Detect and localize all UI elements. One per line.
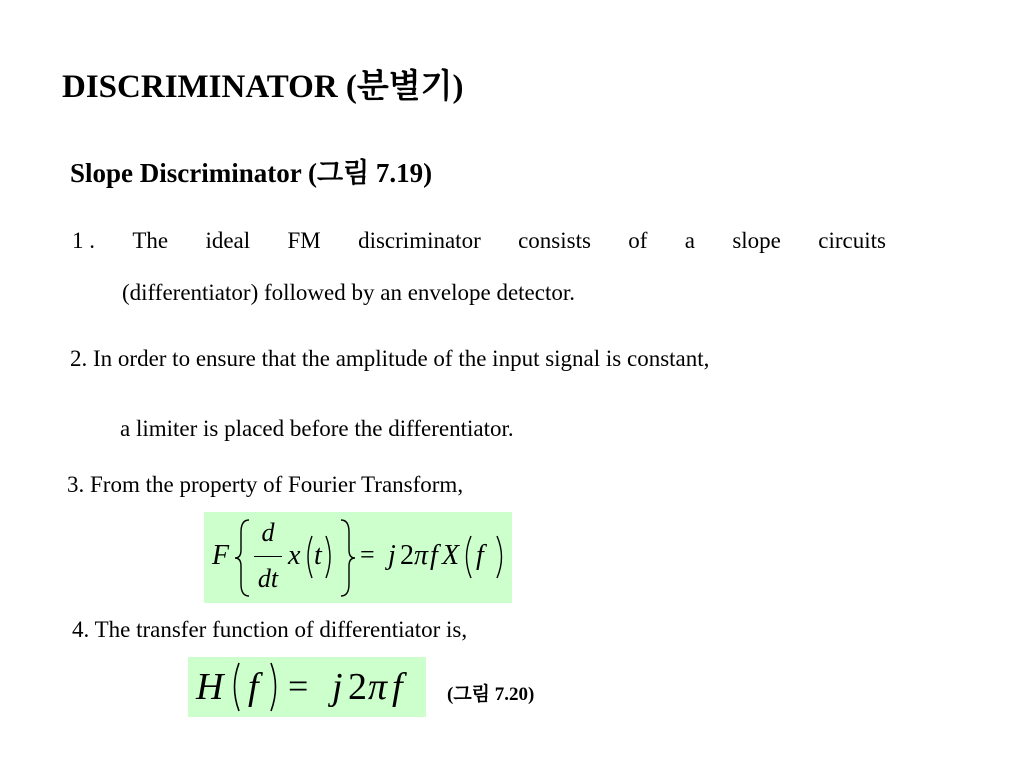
eq2-f2: f bbox=[392, 666, 403, 708]
eq1-denominator: dt bbox=[257, 564, 279, 593]
eq2-right-paren-icon bbox=[268, 661, 282, 713]
item-1-word: circuits bbox=[818, 228, 886, 253]
eq1-two: 2 bbox=[400, 540, 414, 571]
item-1-word: FM bbox=[287, 228, 321, 253]
eq2-two: 2 bbox=[348, 666, 367, 708]
eq1-numerator: d bbox=[261, 518, 275, 547]
eq1-arg-f: f bbox=[476, 540, 484, 571]
item-2-line-2: a limiter is placed before the differentiator. bbox=[120, 416, 514, 441]
eq1-left-paren-2-icon bbox=[460, 534, 474, 580]
item-1-word: of bbox=[628, 228, 648, 253]
eq1-equals: = bbox=[360, 540, 375, 569]
item-1-word: a bbox=[684, 228, 695, 253]
equation-fourier-derivative bbox=[204, 512, 512, 603]
eq1-fraction-bar bbox=[254, 556, 282, 557]
eq1-F: F bbox=[212, 540, 230, 571]
item-1-word: The bbox=[132, 228, 169, 253]
eq1-right-paren-2-icon bbox=[494, 534, 508, 580]
eq1-X: X bbox=[442, 540, 460, 571]
item-1-word: consists bbox=[518, 228, 591, 253]
item-1-line-2: (differentiator) followed by an envelope detector. bbox=[122, 280, 576, 305]
eq1-x: x bbox=[288, 540, 301, 571]
item-1-line-1 bbox=[72, 228, 886, 254]
eq2-pi: π bbox=[368, 666, 388, 708]
item-1-word: 1 . bbox=[72, 228, 95, 253]
equation-transfer-function bbox=[188, 657, 426, 717]
item-1-word: slope bbox=[732, 228, 781, 253]
slide-title: DISCRIMINATOR (분별기) bbox=[62, 69, 464, 105]
eq2-left-paren-icon bbox=[228, 661, 242, 713]
eq2-H: H bbox=[196, 666, 224, 708]
item-3: 3. From the property of Fourier Transform, bbox=[67, 472, 464, 497]
eq2-j: j bbox=[332, 666, 343, 708]
eq1-right-paren-icon bbox=[324, 534, 336, 580]
eq1-pi: π bbox=[414, 540, 429, 571]
eq1-left-paren-icon bbox=[302, 534, 314, 580]
eq1-left-brace-icon bbox=[232, 518, 254, 598]
eq2-f: f bbox=[248, 666, 259, 708]
item-4: 4. The transfer function of differentiator is, bbox=[72, 617, 468, 642]
eq1-f: f bbox=[430, 540, 438, 571]
item-2-line-1: 2. In order to ensure that the amplitude of the input signal is constant, bbox=[70, 346, 710, 371]
eq1-right-brace-icon bbox=[336, 518, 358, 598]
eq1-j: j bbox=[388, 540, 396, 571]
item-1-word: discriminator bbox=[358, 228, 481, 253]
slide-subtitle: Slope Discriminator (그림 7.19) bbox=[70, 158, 433, 188]
eq2-equals: = bbox=[288, 666, 309, 706]
eq1-t: t bbox=[314, 540, 322, 571]
figure-reference-7-20: (그림 7.20) bbox=[447, 684, 535, 705]
item-1-word: ideal bbox=[205, 228, 251, 253]
